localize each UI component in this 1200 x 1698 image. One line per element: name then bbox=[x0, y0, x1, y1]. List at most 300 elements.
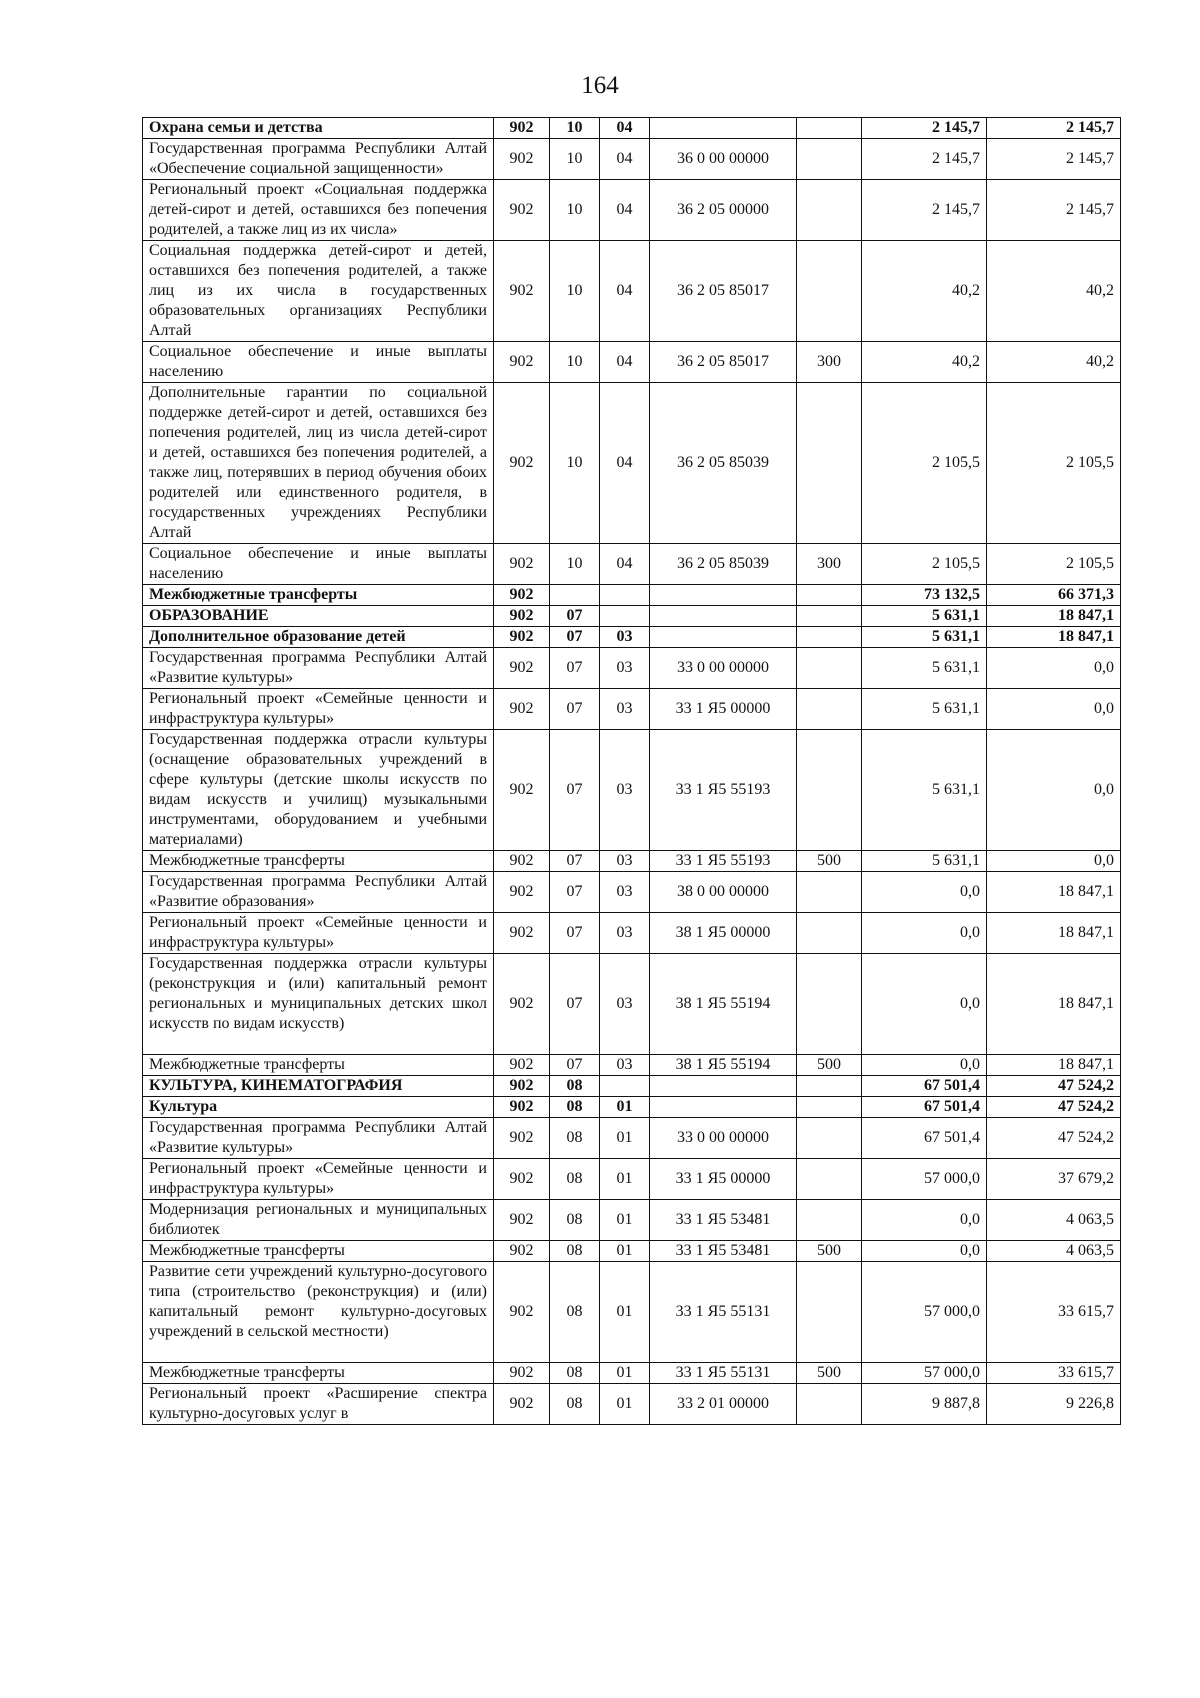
cell-admin-code-text: 902 bbox=[509, 555, 534, 572]
cell-expense-type bbox=[797, 913, 862, 954]
cell-amount-year-2 bbox=[987, 139, 1121, 180]
cell-amount-year-1 bbox=[862, 954, 987, 1055]
cell-amount-year-2 bbox=[987, 383, 1121, 544]
table-row bbox=[143, 585, 1121, 606]
cell-admin-code bbox=[494, 648, 550, 689]
cell-amount-year-2-text: 18 847,1 bbox=[1058, 883, 1114, 900]
cell-target-article bbox=[650, 241, 797, 342]
cell-amount-year-1-text: 67 501,4 bbox=[924, 1077, 980, 1094]
row-name-text: Региональный проект «Социальная поддержка детей-сирот и детей, оставшихся без попечения родителей, а также лиц из их числа» bbox=[149, 181, 487, 238]
cell-admin-code bbox=[494, 180, 550, 241]
cell-amount-year-1-text: 2 105,5 bbox=[932, 454, 980, 471]
row-name bbox=[143, 383, 494, 544]
cell-expense-type bbox=[797, 118, 862, 139]
cell-target-article-text: 36 2 05 85017 bbox=[677, 353, 769, 370]
cell-target-article bbox=[650, 1097, 797, 1118]
row-name bbox=[143, 1159, 494, 1200]
row-name-text: Межбюджетные трансферты bbox=[149, 1242, 345, 1259]
budget-table-body bbox=[143, 118, 1121, 1425]
cell-section bbox=[550, 689, 600, 730]
cell-amount-year-1-text: 0,0 bbox=[960, 1242, 980, 1259]
cell-amount-year-2 bbox=[987, 544, 1121, 585]
row-name-text: Государственная поддержка отрасли культуры (реконструкция и (или) капитальный ремонт региональных и муниципальных детских школ искусств по видам искусств) bbox=[149, 955, 487, 1032]
page-number: 164 bbox=[581, 72, 619, 99]
cell-target-article bbox=[650, 1262, 797, 1363]
cell-amount-year-2-text: 0,0 bbox=[1094, 781, 1114, 798]
cell-target-article-text: 33 2 01 00000 bbox=[677, 1395, 769, 1412]
cell-subsection bbox=[600, 1118, 650, 1159]
cell-admin-code-text: 902 bbox=[509, 924, 534, 941]
cell-target-article bbox=[650, 1241, 797, 1262]
cell-subsection bbox=[600, 1241, 650, 1262]
cell-admin-code bbox=[494, 872, 550, 913]
cell-expense-type-text: 300 bbox=[817, 555, 841, 572]
cell-amount-year-2 bbox=[987, 1241, 1121, 1262]
row-name-text: ОБРАЗОВАНИЕ bbox=[149, 607, 269, 624]
cell-admin-code-text: 902 bbox=[509, 659, 534, 676]
cell-amount-year-1 bbox=[862, 913, 987, 954]
row-name-text: Государственная программа Республики Алтай «Развитие образования» bbox=[149, 873, 487, 910]
cell-section-text: 08 bbox=[566, 1242, 583, 1259]
cell-expense-type bbox=[797, 383, 862, 544]
cell-amount-year-1-text: 67 501,4 bbox=[924, 1098, 980, 1115]
cell-target-article bbox=[650, 139, 797, 180]
cell-amount-year-1 bbox=[862, 1384, 987, 1425]
cell-amount-year-2-text: 18 847,1 bbox=[1058, 924, 1114, 941]
cell-amount-year-2-text: 47 524,2 bbox=[1058, 1129, 1114, 1146]
row-name bbox=[143, 1055, 494, 1076]
cell-subsection bbox=[600, 954, 650, 1055]
cell-amount-year-2-text: 2 145,7 bbox=[1066, 119, 1114, 136]
cell-admin-code bbox=[494, 241, 550, 342]
cell-target-article-text: 33 1 Я5 55131 bbox=[675, 1303, 771, 1320]
cell-amount-year-1 bbox=[862, 1200, 987, 1241]
cell-section-text: 08 bbox=[566, 1395, 583, 1412]
cell-subsection bbox=[600, 1384, 650, 1425]
cell-admin-code-text: 902 bbox=[509, 1242, 534, 1259]
cell-admin-code bbox=[494, 689, 550, 730]
cell-section-text: 07 bbox=[566, 1056, 583, 1073]
row-name-text: Развитие сети учреждений культурно-досугового типа (строительство (реконструкция) и (или) капитальный ремонт культурно-досуговых учреждений в сельской местности) bbox=[149, 1263, 487, 1340]
cell-admin-code-text: 902 bbox=[509, 454, 534, 471]
cell-amount-year-2-text: 4 063,5 bbox=[1066, 1242, 1114, 1259]
table-row bbox=[143, 342, 1121, 383]
cell-amount-year-2-text: 18 847,1 bbox=[1058, 628, 1114, 645]
cell-amount-year-2-text: 47 524,2 bbox=[1058, 1098, 1114, 1115]
cell-subsection bbox=[600, 1159, 650, 1200]
cell-subsection bbox=[600, 913, 650, 954]
cell-amount-year-2 bbox=[987, 1200, 1121, 1241]
cell-amount-year-2 bbox=[987, 689, 1121, 730]
cell-section-text: 10 bbox=[566, 555, 583, 572]
cell-amount-year-1 bbox=[862, 544, 987, 585]
cell-section bbox=[550, 954, 600, 1055]
row-name bbox=[143, 1384, 494, 1425]
budget-table bbox=[142, 117, 1121, 1425]
cell-amount-year-2-text: 0,0 bbox=[1094, 700, 1114, 717]
cell-amount-year-1-text: 40,2 bbox=[952, 282, 980, 299]
table-row bbox=[143, 383, 1121, 544]
cell-admin-code bbox=[494, 606, 550, 627]
cell-subsection-text: 03 bbox=[616, 659, 633, 676]
cell-section-text: 07 bbox=[566, 700, 583, 717]
cell-section bbox=[550, 648, 600, 689]
cell-section-text: 08 bbox=[566, 1211, 583, 1228]
row-name bbox=[143, 1118, 494, 1159]
cell-amount-year-1 bbox=[862, 872, 987, 913]
cell-amount-year-2-text: 47 524,2 bbox=[1058, 1077, 1114, 1094]
cell-section-text: 10 bbox=[566, 119, 583, 136]
row-name-text: Социальное обеспечение и иные выплаты населению bbox=[149, 343, 487, 380]
cell-subsection bbox=[600, 180, 650, 241]
cell-amount-year-1 bbox=[862, 1097, 987, 1118]
cell-amount-year-1 bbox=[862, 383, 987, 544]
row-name-text: Модернизация региональных и муниципальных библиотек bbox=[149, 1201, 487, 1238]
row-name-text: Региональный проект «Семейные ценности и инфраструктура культуры» bbox=[149, 914, 487, 951]
cell-amount-year-1-text: 67 501,4 bbox=[924, 1129, 980, 1146]
cell-target-article bbox=[650, 544, 797, 585]
row-name-text: Межбюджетные трансферты bbox=[149, 852, 345, 869]
cell-section bbox=[550, 913, 600, 954]
cell-subsection bbox=[600, 1076, 650, 1097]
row-name bbox=[143, 1076, 494, 1097]
cell-amount-year-2-text: 37 679,2 bbox=[1058, 1170, 1114, 1187]
cell-amount-year-2-text: 0,0 bbox=[1094, 852, 1114, 869]
row-name-text: Региональный проект «Расширение спектра культурно-досуговых услуг в bbox=[149, 1385, 487, 1422]
row-name bbox=[143, 606, 494, 627]
table-row bbox=[143, 544, 1121, 585]
cell-target-article bbox=[650, 872, 797, 913]
row-name bbox=[143, 648, 494, 689]
cell-target-article-text: 36 2 05 85017 bbox=[677, 282, 769, 299]
cell-expense-type bbox=[797, 872, 862, 913]
table-row bbox=[143, 606, 1121, 627]
cell-admin-code bbox=[494, 342, 550, 383]
cell-subsection bbox=[600, 383, 650, 544]
row-name bbox=[143, 1262, 494, 1363]
row-name bbox=[143, 1200, 494, 1241]
cell-expense-type bbox=[797, 1241, 862, 1262]
cell-expense-type bbox=[797, 648, 862, 689]
row-name-text: Региональный проект «Семейные ценности и инфраструктура культуры» bbox=[149, 1160, 487, 1197]
cell-admin-code-text: 902 bbox=[509, 607, 534, 624]
row-name-text: КУЛЬТУРА, КИНЕМАТОГРАФИЯ bbox=[149, 1077, 403, 1094]
cell-amount-year-1-text: 5 631,1 bbox=[932, 700, 980, 717]
table-row bbox=[143, 1118, 1121, 1159]
cell-expense-type bbox=[797, 730, 862, 851]
cell-subsection bbox=[600, 1055, 650, 1076]
cell-admin-code-text: 902 bbox=[509, 883, 534, 900]
cell-amount-year-1 bbox=[862, 730, 987, 851]
cell-expense-type bbox=[797, 689, 862, 730]
row-name-text: Дополнительное образование детей bbox=[149, 628, 406, 645]
cell-section-text: 07 bbox=[566, 883, 583, 900]
cell-amount-year-2 bbox=[987, 730, 1121, 851]
cell-section bbox=[550, 1118, 600, 1159]
cell-expense-type bbox=[797, 954, 862, 1055]
cell-amount-year-1-text: 5 631,1 bbox=[932, 659, 980, 676]
cell-expense-type bbox=[797, 585, 862, 606]
cell-section bbox=[550, 139, 600, 180]
cell-section bbox=[550, 1241, 600, 1262]
cell-target-article-text: 33 1 Я5 00000 bbox=[675, 1170, 771, 1187]
cell-admin-code-text: 902 bbox=[509, 150, 534, 167]
cell-subsection-text: 01 bbox=[616, 1303, 633, 1320]
cell-amount-year-1-text: 57 000,0 bbox=[924, 1170, 980, 1187]
cell-section-text: 08 bbox=[566, 1129, 583, 1146]
cell-expense-type bbox=[797, 342, 862, 383]
cell-section bbox=[550, 1097, 600, 1118]
row-name-text: Межбюджетные трансферты bbox=[149, 1056, 345, 1073]
cell-subsection bbox=[600, 606, 650, 627]
cell-target-article bbox=[650, 1118, 797, 1159]
cell-target-article-text: 36 2 05 85039 bbox=[677, 454, 769, 471]
cell-target-article-text: 33 1 Я5 55193 bbox=[675, 852, 771, 869]
row-name bbox=[143, 954, 494, 1055]
cell-target-article bbox=[650, 1076, 797, 1097]
cell-amount-year-2 bbox=[987, 241, 1121, 342]
row-name bbox=[143, 139, 494, 180]
cell-subsection bbox=[600, 689, 650, 730]
cell-target-article-text: 38 0 00 00000 bbox=[677, 883, 769, 900]
cell-amount-year-2 bbox=[987, 342, 1121, 383]
cell-subsection bbox=[600, 585, 650, 606]
cell-expense-type bbox=[797, 1055, 862, 1076]
cell-expense-type bbox=[797, 627, 862, 648]
cell-subsection bbox=[600, 648, 650, 689]
cell-subsection bbox=[600, 1363, 650, 1384]
cell-amount-year-1-text: 0,0 bbox=[960, 1056, 980, 1073]
row-name bbox=[143, 913, 494, 954]
cell-admin-code bbox=[494, 1241, 550, 1262]
cell-amount-year-1 bbox=[862, 689, 987, 730]
cell-admin-code-text: 902 bbox=[509, 1211, 534, 1228]
cell-expense-type bbox=[797, 139, 862, 180]
cell-expense-type bbox=[797, 1200, 862, 1241]
cell-section-text: 07 bbox=[566, 995, 583, 1012]
cell-admin-code bbox=[494, 627, 550, 648]
cell-amount-year-1-text: 2 145,7 bbox=[932, 119, 980, 136]
cell-target-article bbox=[650, 1055, 797, 1076]
cell-admin-code bbox=[494, 1076, 550, 1097]
cell-amount-year-1-text: 5 631,1 bbox=[932, 607, 980, 624]
cell-subsection-text: 01 bbox=[616, 1170, 633, 1187]
row-name-text: Государственная программа Республики Алтай «Обеспечение социальной защищенности» bbox=[149, 140, 487, 177]
cell-amount-year-1 bbox=[862, 585, 987, 606]
cell-section-text: 08 bbox=[566, 1364, 583, 1381]
cell-target-article-text: 33 1 Я5 53481 bbox=[675, 1242, 771, 1259]
cell-subsection bbox=[600, 241, 650, 342]
cell-amount-year-2 bbox=[987, 872, 1121, 913]
cell-target-article bbox=[650, 1159, 797, 1200]
cell-amount-year-2 bbox=[987, 606, 1121, 627]
cell-amount-year-2-text: 0,0 bbox=[1094, 659, 1114, 676]
cell-amount-year-1 bbox=[862, 1262, 987, 1363]
cell-amount-year-2 bbox=[987, 648, 1121, 689]
cell-admin-code bbox=[494, 544, 550, 585]
cell-section-text: 07 bbox=[566, 781, 583, 798]
cell-amount-year-1 bbox=[862, 1241, 987, 1262]
cell-amount-year-2-text: 9 226,8 bbox=[1066, 1395, 1114, 1412]
cell-amount-year-1 bbox=[862, 1076, 987, 1097]
row-name-spacer bbox=[149, 1034, 487, 1054]
row-name-text: Государственная программа Республики Алтай «Развитие культуры» bbox=[149, 1119, 487, 1156]
cell-target-article bbox=[650, 913, 797, 954]
cell-subsection bbox=[600, 851, 650, 872]
cell-amount-year-1-text: 0,0 bbox=[960, 924, 980, 941]
row-name-text: Дополнительные гарантии по социальной поддержке детей-сирот и детей, оставшихся без попечения родителей, лиц из числа детей-сирот и детей, оставшихся без попечения родителей, а также лиц, потерявших в период обучения обоих родителей или единственного родителя, в государственных учреждениях Республики Алтай bbox=[149, 384, 487, 541]
cell-section bbox=[550, 1363, 600, 1384]
cell-amount-year-2-text: 33 615,7 bbox=[1058, 1303, 1114, 1320]
table-row bbox=[143, 627, 1121, 648]
cell-section bbox=[550, 1200, 600, 1241]
cell-admin-code bbox=[494, 118, 550, 139]
cell-expense-type bbox=[797, 606, 862, 627]
cell-amount-year-1 bbox=[862, 342, 987, 383]
cell-amount-year-1-text: 0,0 bbox=[960, 883, 980, 900]
cell-admin-code-text: 902 bbox=[509, 852, 534, 869]
cell-target-article-text: 36 0 00 00000 bbox=[677, 150, 769, 167]
cell-amount-year-1-text: 2 145,7 bbox=[932, 201, 980, 218]
cell-section bbox=[550, 544, 600, 585]
cell-admin-code-text: 902 bbox=[509, 628, 534, 645]
cell-target-article-text: 38 1 Я5 55194 bbox=[675, 995, 771, 1012]
cell-expense-type bbox=[797, 851, 862, 872]
cell-amount-year-1 bbox=[862, 241, 987, 342]
cell-subsection-text: 04 bbox=[616, 555, 633, 572]
cell-section-text: 08 bbox=[566, 1303, 583, 1320]
cell-target-article-text: 33 0 00 00000 bbox=[677, 659, 769, 676]
table-row bbox=[143, 1363, 1121, 1384]
cell-section bbox=[550, 180, 600, 241]
row-name bbox=[143, 241, 494, 342]
cell-target-article-text: 36 2 05 85039 bbox=[677, 555, 769, 572]
cell-expense-type-text: 300 bbox=[817, 353, 841, 370]
row-name bbox=[143, 118, 494, 139]
cell-subsection bbox=[600, 544, 650, 585]
cell-expense-type-text: 500 bbox=[817, 852, 841, 869]
cell-amount-year-1-text: 5 631,1 bbox=[932, 781, 980, 798]
cell-subsection-text: 01 bbox=[616, 1211, 633, 1228]
cell-section-text: 08 bbox=[566, 1170, 583, 1187]
cell-amount-year-1 bbox=[862, 627, 987, 648]
cell-section-text: 07 bbox=[566, 659, 583, 676]
row-name bbox=[143, 1097, 494, 1118]
row-name bbox=[143, 544, 494, 585]
cell-expense-type bbox=[797, 544, 862, 585]
cell-section-text: 08 bbox=[566, 1077, 583, 1094]
row-name bbox=[143, 627, 494, 648]
cell-expense-type bbox=[797, 1097, 862, 1118]
cell-section bbox=[550, 606, 600, 627]
cell-amount-year-1-text: 2 145,7 bbox=[932, 150, 980, 167]
cell-admin-code-text: 902 bbox=[509, 586, 534, 603]
cell-target-article bbox=[650, 851, 797, 872]
cell-subsection bbox=[600, 139, 650, 180]
cell-amount-year-2 bbox=[987, 1097, 1121, 1118]
cell-admin-code bbox=[494, 913, 550, 954]
cell-admin-code bbox=[494, 1118, 550, 1159]
cell-section bbox=[550, 118, 600, 139]
cell-admin-code bbox=[494, 954, 550, 1055]
cell-subsection-text: 03 bbox=[616, 781, 633, 798]
cell-admin-code-text: 902 bbox=[509, 1056, 534, 1073]
cell-amount-year-1-text: 40,2 bbox=[952, 353, 980, 370]
cell-amount-year-1 bbox=[862, 180, 987, 241]
row-name bbox=[143, 1241, 494, 1262]
table-row bbox=[143, 241, 1121, 342]
cell-amount-year-1-text: 0,0 bbox=[960, 995, 980, 1012]
cell-target-article-text: 33 1 Я5 55193 bbox=[675, 781, 771, 798]
table-row bbox=[143, 1076, 1121, 1097]
cell-amount-year-1-text: 57 000,0 bbox=[924, 1303, 980, 1320]
cell-subsection-text: 03 bbox=[616, 883, 633, 900]
cell-admin-code bbox=[494, 1262, 550, 1363]
cell-amount-year-2 bbox=[987, 851, 1121, 872]
cell-target-article-text: 33 0 00 00000 bbox=[677, 1129, 769, 1146]
table-row bbox=[143, 913, 1121, 954]
cell-amount-year-1 bbox=[862, 139, 987, 180]
cell-subsection-text: 03 bbox=[616, 700, 633, 717]
row-name-spacer bbox=[149, 1342, 487, 1362]
cell-section bbox=[550, 851, 600, 872]
cell-section-text: 07 bbox=[566, 628, 583, 645]
cell-amount-year-2-text: 40,2 bbox=[1086, 353, 1114, 370]
cell-admin-code bbox=[494, 1159, 550, 1200]
cell-section bbox=[550, 1076, 600, 1097]
cell-amount-year-2 bbox=[987, 118, 1121, 139]
cell-section bbox=[550, 1055, 600, 1076]
cell-amount-year-1 bbox=[862, 1159, 987, 1200]
cell-amount-year-1 bbox=[862, 1055, 987, 1076]
cell-admin-code bbox=[494, 1097, 550, 1118]
cell-target-article-text: 33 1 Я5 00000 bbox=[675, 700, 771, 717]
table-row bbox=[143, 851, 1121, 872]
cell-expense-type bbox=[797, 1262, 862, 1363]
cell-admin-code-text: 902 bbox=[509, 995, 534, 1012]
cell-subsection bbox=[600, 1200, 650, 1241]
cell-subsection bbox=[600, 1262, 650, 1363]
cell-admin-code-text: 902 bbox=[509, 1303, 534, 1320]
cell-expense-type bbox=[797, 1363, 862, 1384]
cell-target-article-text: 36 2 05 00000 bbox=[677, 201, 769, 218]
cell-section-text: 07 bbox=[566, 924, 583, 941]
table-row bbox=[143, 1200, 1121, 1241]
cell-section-text: 08 bbox=[566, 1098, 583, 1115]
cell-amount-year-2 bbox=[987, 1262, 1121, 1363]
cell-target-article bbox=[650, 180, 797, 241]
table-row bbox=[143, 1262, 1121, 1363]
cell-admin-code bbox=[494, 139, 550, 180]
cell-subsection bbox=[600, 118, 650, 139]
cell-admin-code-text: 902 bbox=[509, 1170, 534, 1187]
cell-expense-type bbox=[797, 1384, 862, 1425]
cell-subsection-text: 04 bbox=[616, 201, 633, 218]
cell-amount-year-2-text: 4 063,5 bbox=[1066, 1211, 1114, 1228]
row-name bbox=[143, 872, 494, 913]
cell-amount-year-2 bbox=[987, 1384, 1121, 1425]
table-row bbox=[143, 1055, 1121, 1076]
row-name-text: Культура bbox=[149, 1098, 218, 1115]
cell-target-article bbox=[650, 730, 797, 851]
cell-subsection bbox=[600, 627, 650, 648]
cell-amount-year-1 bbox=[862, 851, 987, 872]
cell-target-article bbox=[650, 118, 797, 139]
cell-section-text: 10 bbox=[566, 150, 583, 167]
table-row bbox=[143, 730, 1121, 851]
cell-admin-code-text: 902 bbox=[509, 781, 534, 798]
cell-admin-code-text: 902 bbox=[509, 119, 534, 136]
